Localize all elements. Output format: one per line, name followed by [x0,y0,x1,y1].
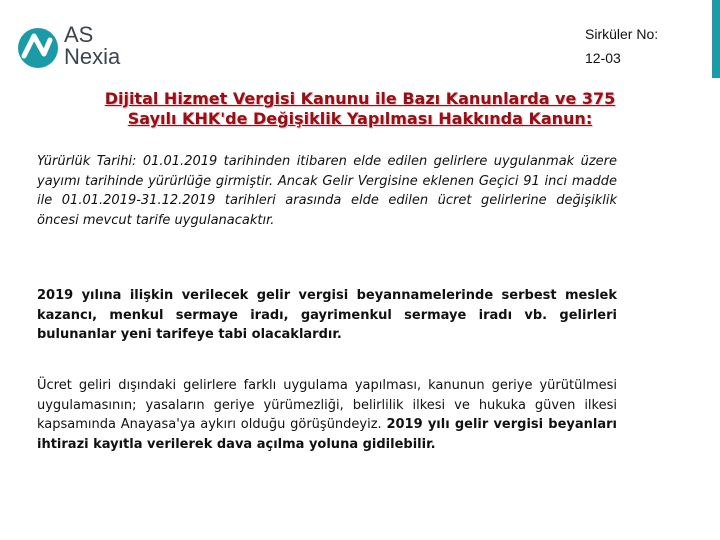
paragraph-opinion [37,376,617,454]
circular-info [585,22,658,70]
paragraph-opinion-regular: Ücret geliri dışındaki gelirlere farklı uygulama yapılması, kanunun geriye yürütülmesi uygulamasının; yasaların geriye yürümezliği, belirlilik ilkesi ve hukuka güven ilkesi kapsamında Anayasa'ya aykırı olduğu görüşündeyiz. [37,378,617,432]
accent-bar [712,0,720,78]
company-logo [16,24,146,74]
title-line-2: Sayılı KHK'de Değişiklik Yapılması Hakkında Kanun: [127,109,593,128]
paragraph-effective-date: Yürürlük Tarihi: 01.01.2019 tarihinden itibaren elde edilen gelirlere uygulanmak üzere yayımı tarihinde yürürlüğe girmiştir. Ancak Gelir Vergisine eklenen Geçici 91 inci madde ile 01.01.2019-31.12.2019 tarihleri arasında elde edilen ücret gelirlerine değişiklik öncesi mevcut tarife uygulanacaktır. [37,154,617,228]
page-title [0,89,720,129]
paragraph-opinion-bold: 2019 yılı gelir vergisi beyanları ihtirazi kayıtla verilerek dava açılma yoluna gidilebilir. [37,417,617,452]
circular-number: 12-03 [585,50,621,66]
logo-line-1: AS [64,22,94,47]
logo-mark-icon [16,26,60,70]
logo-line-2: Nexia [64,44,121,69]
circular-label: Sirküler No: [585,26,659,42]
paragraph-tax-returns: 2019 yılına ilişkin verilecek gelir vergisi beyannamelerinde serbest meslek kazancı, menkul sermaye iradı, gayrimenkul sermaye iradı vb. gelirleri bulunanlar yeni tarifeye tabi olacaklardır. [37,288,617,342]
logo-wordmark [64,24,120,68]
title-line-1: Dijital Hizmet Vergisi Kanunu ile Bazı Kanunlarda ve 375 [104,89,616,108]
